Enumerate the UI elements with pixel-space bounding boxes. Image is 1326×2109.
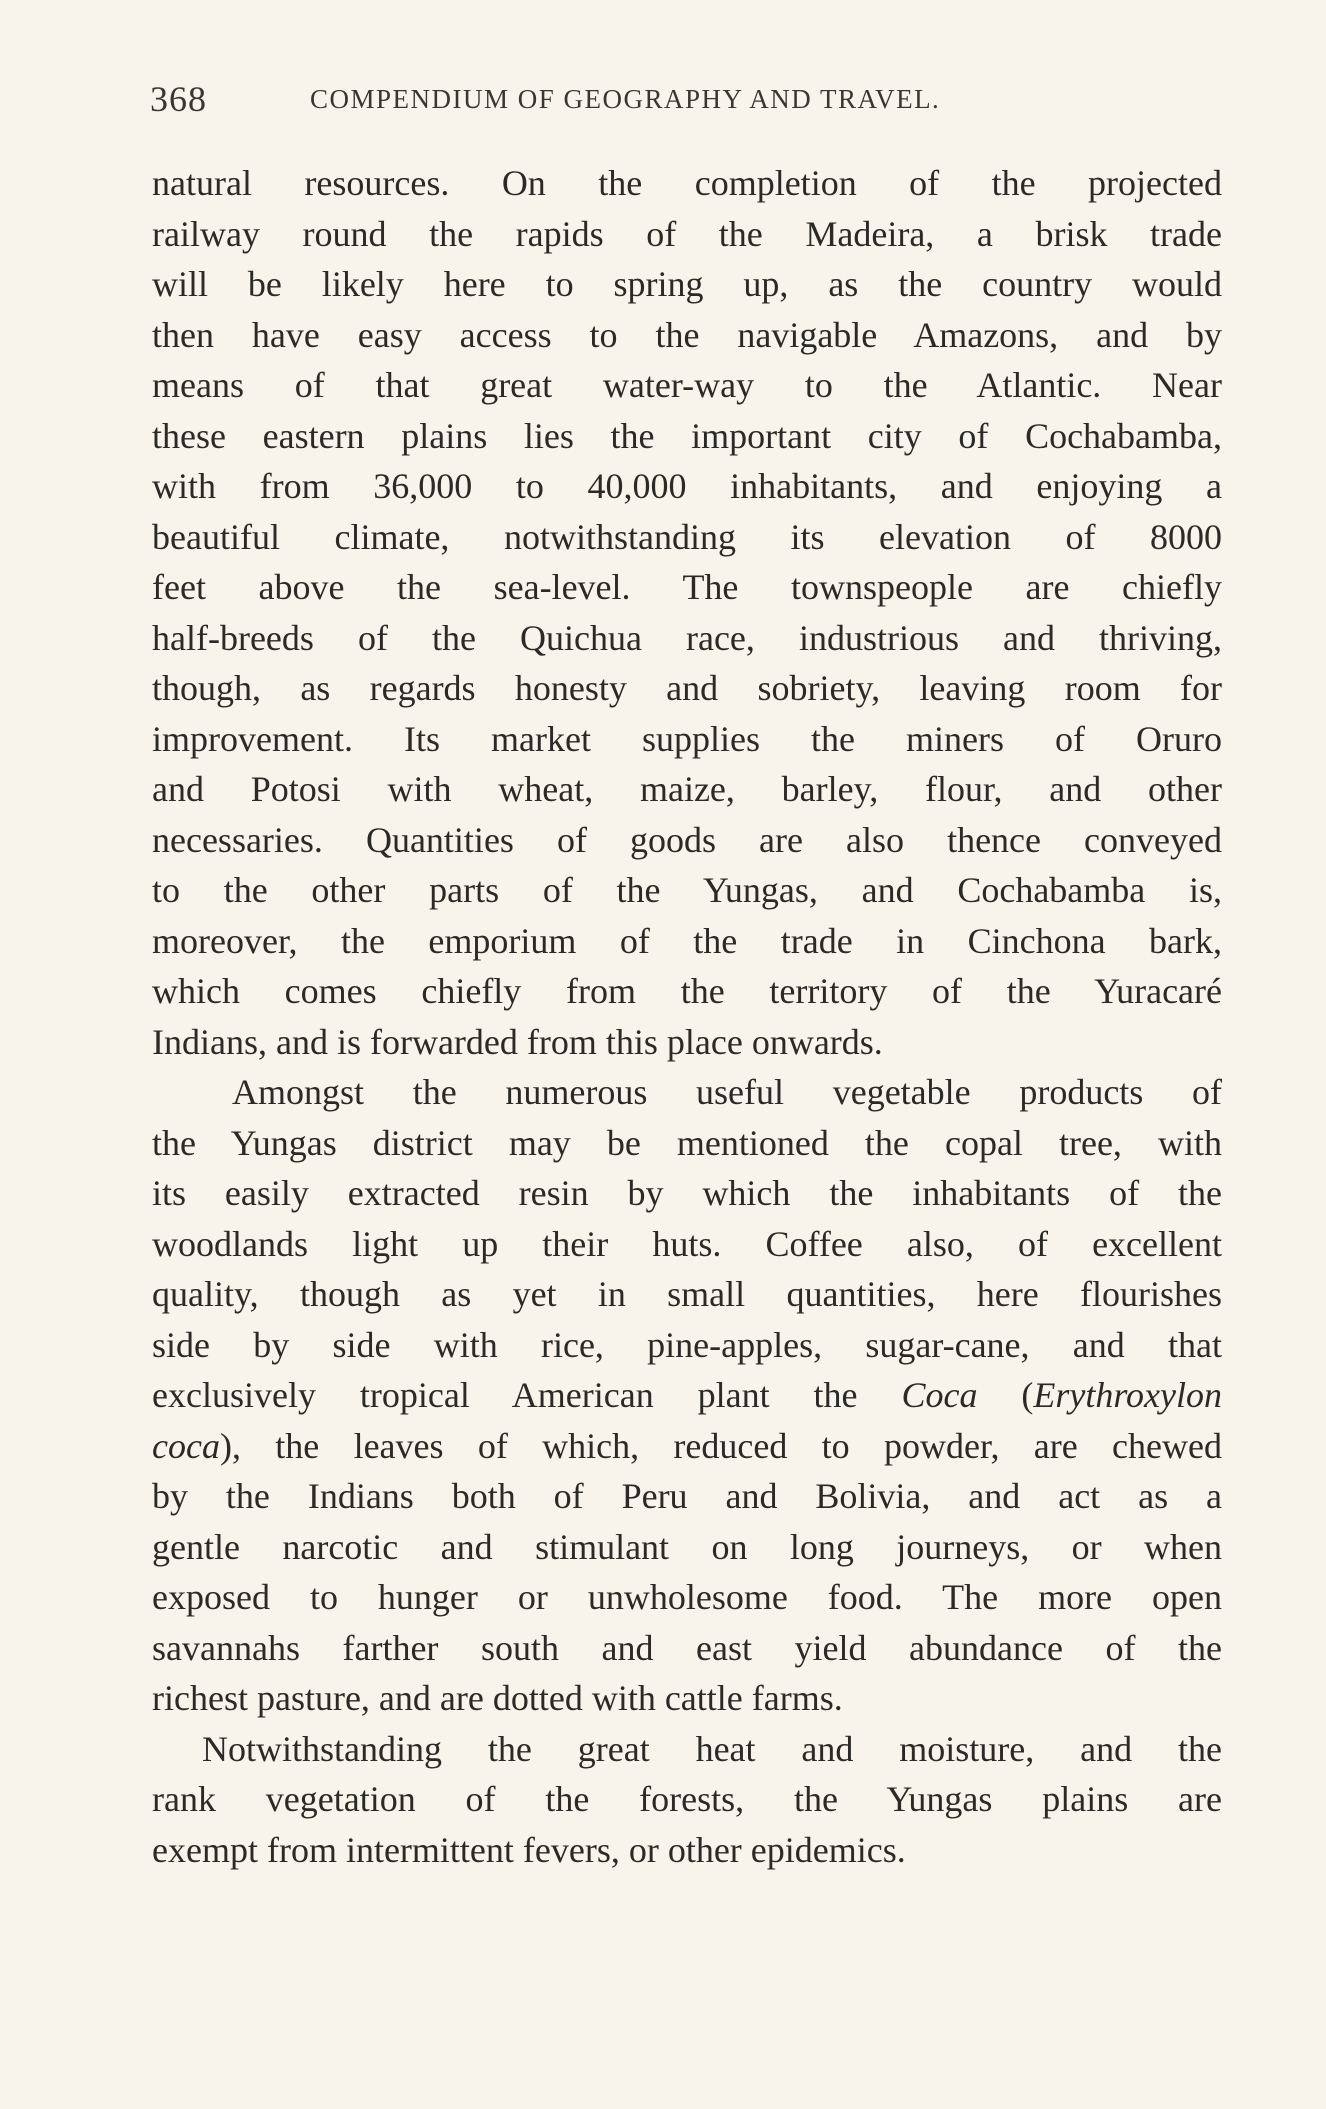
text-line: quality, though as yet in small quantities, here flourishes: [152, 1274, 1222, 1314]
text-line: beautiful climate, notwithstanding its elevation of 8000: [152, 516, 1222, 557]
text-line: means of that great water-way to the Atlantic. Near: [152, 365, 1222, 405]
text-line-paragraph-end: richest pasture, and are dotted with cattle farms.: [152, 1678, 843, 1718]
text-line-paragraph-start: Notwithstanding the great heat and moisture, and the: [202, 1728, 1222, 1769]
text-line: rank vegetation of the forests, the Yungas plains are: [152, 1779, 1222, 1819]
text-line: with from 36,000 to 40,000 inhabitants, and enjoying a: [152, 466, 1222, 506]
text-line-with-italics: [152, 1370, 1222, 1421]
text-segment: exclusively tropical American plant the: [152, 1375, 902, 1415]
italic-term-coca: Coca: [901, 1375, 978, 1415]
text-line: the Yungas district may be mentioned the copal tree, with: [152, 1122, 1222, 1163]
italic-term-erythroxylon: Erythroxylon: [1033, 1375, 1222, 1415]
text-line: and Potosi with wheat, maize, barley, flour, and other: [152, 769, 1222, 809]
text-line: savannahs farther south and east yield abundance of the: [152, 1627, 1222, 1668]
text-line: side by side with rice, pine-apples, sugar-cane, and that: [152, 1324, 1222, 1365]
text-line-paragraph-start: Amongst the numerous useful vegetable products of: [232, 1072, 1222, 1112]
text-line: necessaries. Quantities of goods are also thence conveyed: [152, 819, 1222, 860]
text-line: these eastern plains lies the important city of Cochabamba,: [152, 415, 1222, 456]
text-line: its easily extracted resin by which the inhabitants of the: [152, 1173, 1222, 1213]
page-number: 368: [150, 79, 207, 119]
running-head: [150, 78, 1220, 128]
text-line: natural resources. On the completion of the projected: [152, 163, 1222, 203]
text-line-paragraph-end: exempt from intermittent fevers, or other epidemics.: [152, 1829, 906, 1870]
text-line: gentle narcotic and stimulant on long journeys, or when: [152, 1526, 1222, 1567]
running-title: COMPENDIUM OF GEOGRAPHY AND TRAVEL.: [310, 84, 941, 114]
text-segment: ), the leaves of which, reduced to powder, are chewed: [219, 1425, 1222, 1466]
text-line: though, as regards honesty and sobriety, leaving room for: [152, 668, 1222, 708]
text-segment: (: [977, 1375, 1034, 1415]
text-line: exposed to hunger or unwholesome food. The more open: [152, 1577, 1222, 1617]
text-line: feet above the sea-level. The townspeople are chiefly: [152, 567, 1222, 607]
italic-term-coca-species: coca: [152, 1425, 220, 1466]
text-line-with-italics: [152, 1421, 1222, 1472]
text-line: half-breeds of the Quichua race, industrious and thriving,: [152, 617, 1222, 658]
body-text: [152, 158, 1222, 1875]
text-line: railway round the rapids of the Madeira, a brisk trade: [152, 213, 1222, 254]
text-line: woodlands light up their huts. Coffee also, of excellent: [152, 1223, 1222, 1264]
text-line-paragraph-end: Indians, and is forwarded from this place onwards.: [152, 1021, 883, 1062]
text-line: to the other parts of the Yungas, and Cochabamba is,: [152, 870, 1222, 910]
text-line: by the Indians both of Peru and Bolivia, and act as a: [152, 1476, 1222, 1516]
text-line: then have easy access to the navigable Amazons, and by: [152, 314, 1222, 355]
text-line: moreover, the emporium of the trade in Cinchona bark,: [152, 920, 1222, 961]
text-line: improvement. Its market supplies the miners of Oruro: [152, 718, 1222, 759]
text-line: will be likely here to spring up, as the country would: [152, 264, 1222, 304]
text-line: which comes chiefly from the territory of the Yuracaré: [152, 971, 1222, 1011]
